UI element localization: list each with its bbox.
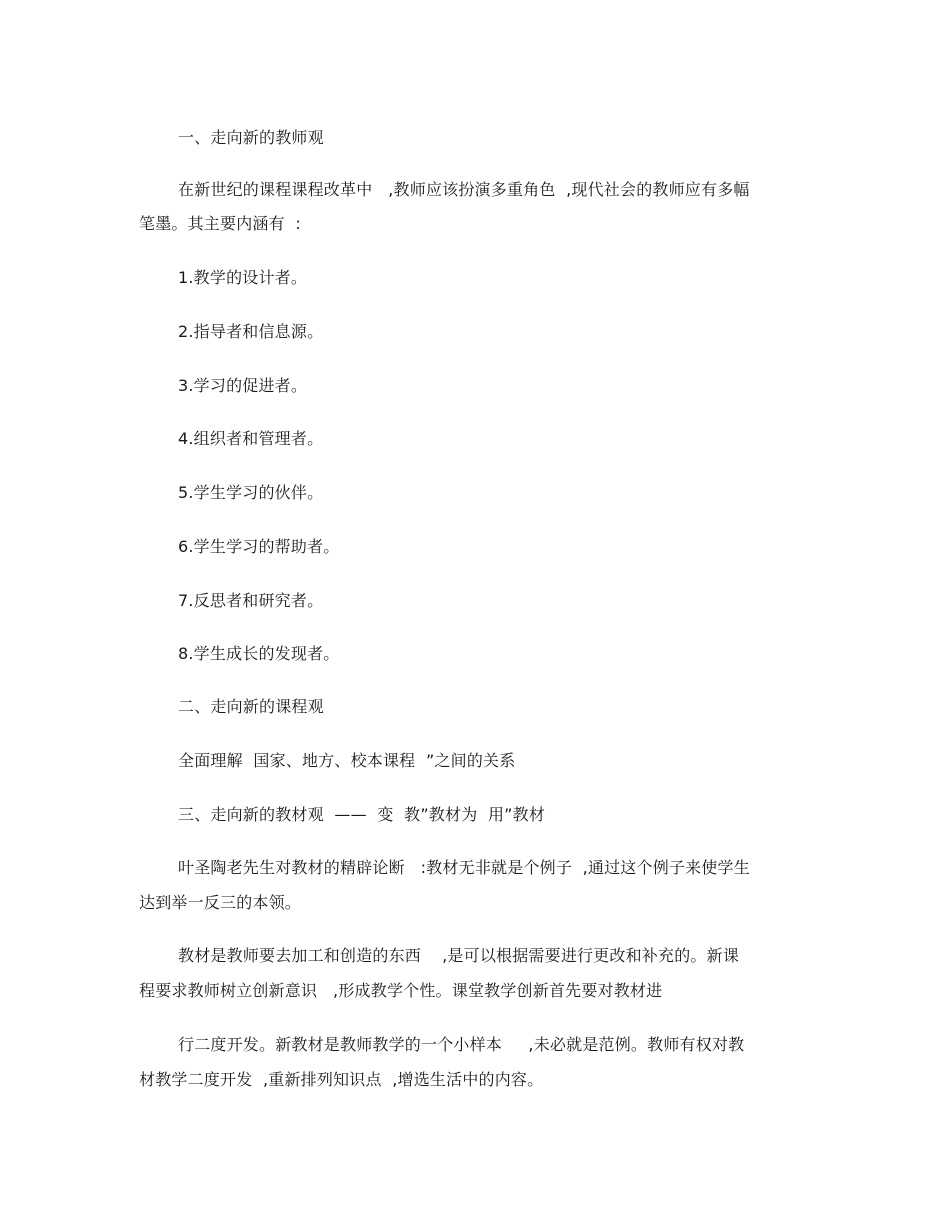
list-item-2: 2.指导者和信息源。 xyxy=(178,322,324,341)
paragraph-5-line-1: 行二度开发。新教材是教师教学的一个小样本 ,未必就是范例。教师有权对教 xyxy=(178,1035,745,1054)
paragraph-1-line-2: 笔墨。其主要内涵有 : xyxy=(139,214,301,233)
list-item-7: 7.反思者和研究者。 xyxy=(178,591,324,610)
list-item-1: 1.教学的设计者。 xyxy=(178,268,308,287)
paragraph-1-line-1: 在新世纪的课程课程改革中 ,教师应该扮演多重角色 ,现代社会的教师应有多幅 xyxy=(178,180,750,199)
section3-heading: 三、走向新的教材观 —— 变 教”教材为 用”教材 xyxy=(178,805,546,824)
list-item-5: 5.学生学习的伙伴。 xyxy=(178,483,324,502)
paragraph-4-line-2: 程要求教师树立创新意识 ,形成教学个性。课堂教学创新首先要对教材进 xyxy=(139,981,663,1000)
section2-heading: 二、走向新的课程观 xyxy=(178,697,324,716)
paragraph-5-line-2: 材教学二度开发 ,重新排列知识点 ,增选生活中的内容。 xyxy=(139,1070,544,1089)
list-item-6: 6.学生学习的帮助者。 xyxy=(178,537,340,556)
list-item-8: 8.学生成长的发现者。 xyxy=(178,644,340,663)
list-item-3: 3.学习的促进者。 xyxy=(178,376,308,395)
paragraph-3-line-2: 达到举一反三的本领。 xyxy=(139,893,302,912)
paragraph-4-line-1: 教材是教师要去加工和创造的东西 ,是可以根据需要进行更改和补充的。新课 xyxy=(178,946,740,965)
section1-heading: 一、走向新的教师观 xyxy=(178,128,324,147)
paragraph-3-line-1: 叶圣陶老先生对教材的精辟论断 :教材无非就是个例子 ,通过这个例子来使学生 xyxy=(178,858,750,877)
section2-text: 全面理解 国家、地方、校本课程 ”之间的关系 xyxy=(178,751,516,770)
list-item-4: 4.组织者和管理者。 xyxy=(178,429,324,448)
